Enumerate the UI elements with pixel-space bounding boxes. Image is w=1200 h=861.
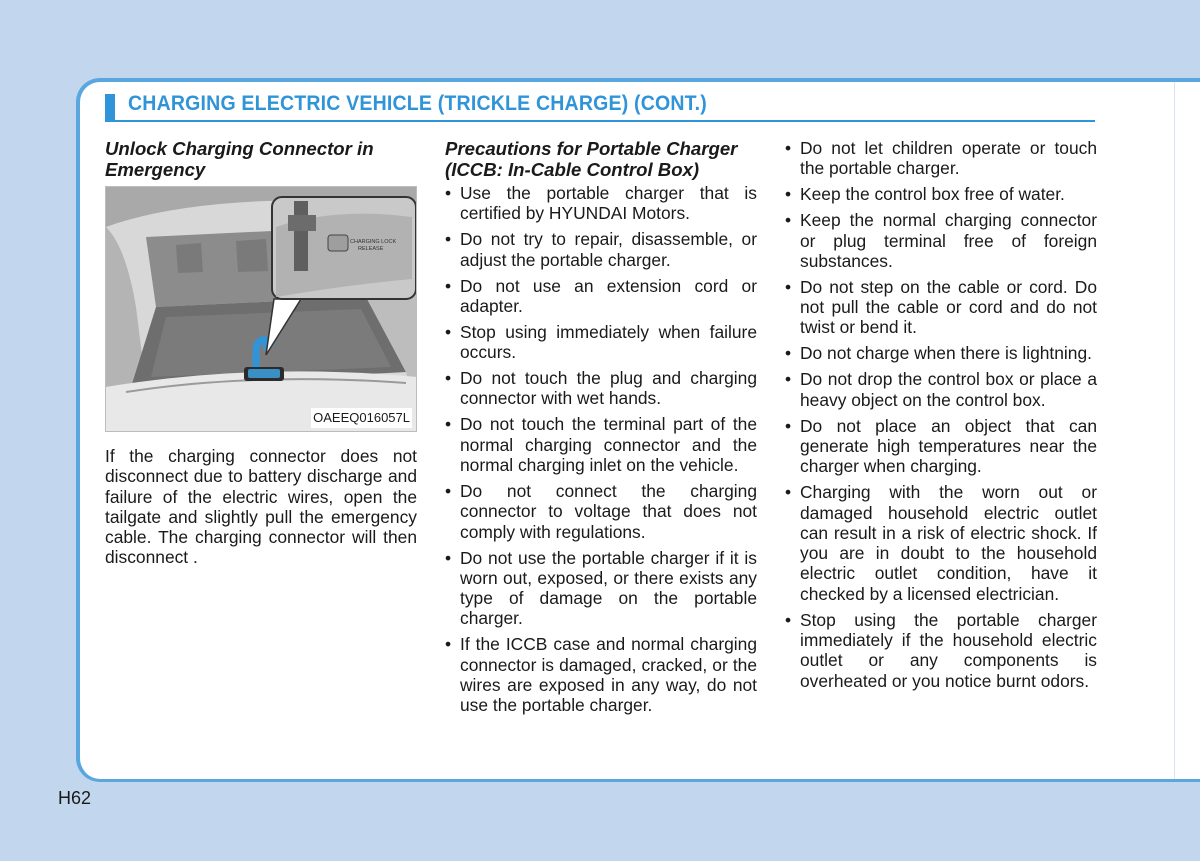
precautions-heading: Precautions for Portable Charger (ICCB: In-Cable Control Box) (445, 138, 738, 180)
bullet-icon: • (785, 415, 792, 436)
middle-column (445, 138, 757, 721)
list-item: • Do not use an extension cord or adapter. (445, 275, 757, 316)
list-item: • Use the portable charger that is certified by HYUNDAI Motors. (445, 183, 757, 224)
bullet-icon: • (785, 369, 792, 390)
bullet-icon: • (445, 547, 452, 568)
list-item: • Stop using the portable charger immediately if the household electric outlet or any components is overheated or you notice burnt odors. (785, 609, 1097, 691)
bullet-icon: • (445, 183, 452, 203)
list-item: • Do not let children operate or touch the portable charger. (785, 138, 1097, 179)
trunk-illustration-drawing (106, 187, 417, 432)
unlock-connector-paragraph: If the charging connector does not disconnect due to battery discharge and failure of the electric wires, open the tailgate and slightly pull the emergency cable. The charging connector will then disconnect . (105, 446, 417, 568)
bullet-icon: • (785, 184, 792, 205)
bullet-icon: • (445, 480, 452, 501)
bullet-icon: • (445, 634, 452, 655)
unlock-connector-heading: Unlock Charging Connector in Emergency (105, 138, 374, 180)
list-item: • Do not place an object that can generate high temperatures near the charger when charging. (785, 415, 1097, 477)
precautions-list (445, 183, 757, 716)
bullet-icon: • (445, 414, 452, 435)
list-item: • Keep the control box free of water. (785, 184, 1065, 205)
left-column (105, 138, 417, 568)
figure-code: OAEEQ016057L (311, 408, 412, 428)
page-fold-line (1174, 82, 1175, 779)
bullet-icon: • (785, 276, 792, 297)
bullet-icon: • (445, 229, 452, 250)
bullet-icon: • (785, 210, 792, 231)
precautions-list-continued (785, 138, 1097, 691)
section-title: CHARGING ELECTRIC VEHICLE (TRICKLE CHARGE) (CONT.) (128, 92, 707, 115)
bullet-icon: • (445, 275, 452, 296)
bullet-icon: • (445, 368, 452, 389)
right-column (785, 138, 1097, 697)
bullet-icon: • (785, 609, 792, 630)
list-item: • Keep the normal charging connector or plug terminal free of foreign substances. (785, 210, 1097, 271)
list-item: • Do not use the portable charger if it is worn out, exposed, or there exists any type of damage on the portable charger. (445, 547, 757, 629)
list-item: • Do not touch the plug and charging connector with wet hands. (445, 368, 757, 409)
inset-label-line2: RELEASE (358, 246, 384, 252)
bullet-icon: • (445, 321, 452, 342)
trunk-illustration (105, 186, 417, 432)
page-number: H62 (58, 788, 92, 808)
list-item: • If the ICCB case and normal charging connector is damaged, cracked, or the wires are exposed in any way, do not use the portable charger. (445, 634, 757, 716)
list-item: • Do not drop the control box or place a heavy object on the control box. (785, 369, 1097, 410)
list-item: • Charging with the worn out or damaged household electric outlet can result in a risk of electric shock. If you are in doubt to the household electric outlet condition, have it checked by a licensed electrician. (785, 482, 1097, 604)
list-item: • Do not connect the charging connector to voltage that does not comply with regulations. (445, 480, 757, 542)
inset-label-line1: CHARGING LOCK (350, 239, 397, 245)
title-underline (105, 120, 1095, 122)
list-item: • Do not touch the terminal part of the normal charging connector and the normal charging inlet on the vehicle. (445, 414, 757, 475)
title-accent-bar (105, 94, 115, 121)
list-item: • Do not charge when there is lightning. (785, 343, 1092, 364)
list-item: • Do not step on the cable or cord. Do not pull the cable or cord and do not twist or bend it. (785, 276, 1097, 338)
list-item: • Do not try to repair, disassemble, or adjust the portable charger. (445, 229, 757, 270)
bullet-icon: • (785, 482, 792, 503)
list-item: • Stop using immediately when failure occurs. (445, 321, 757, 363)
bullet-icon: • (785, 343, 792, 364)
bullet-icon: • (785, 138, 792, 158)
